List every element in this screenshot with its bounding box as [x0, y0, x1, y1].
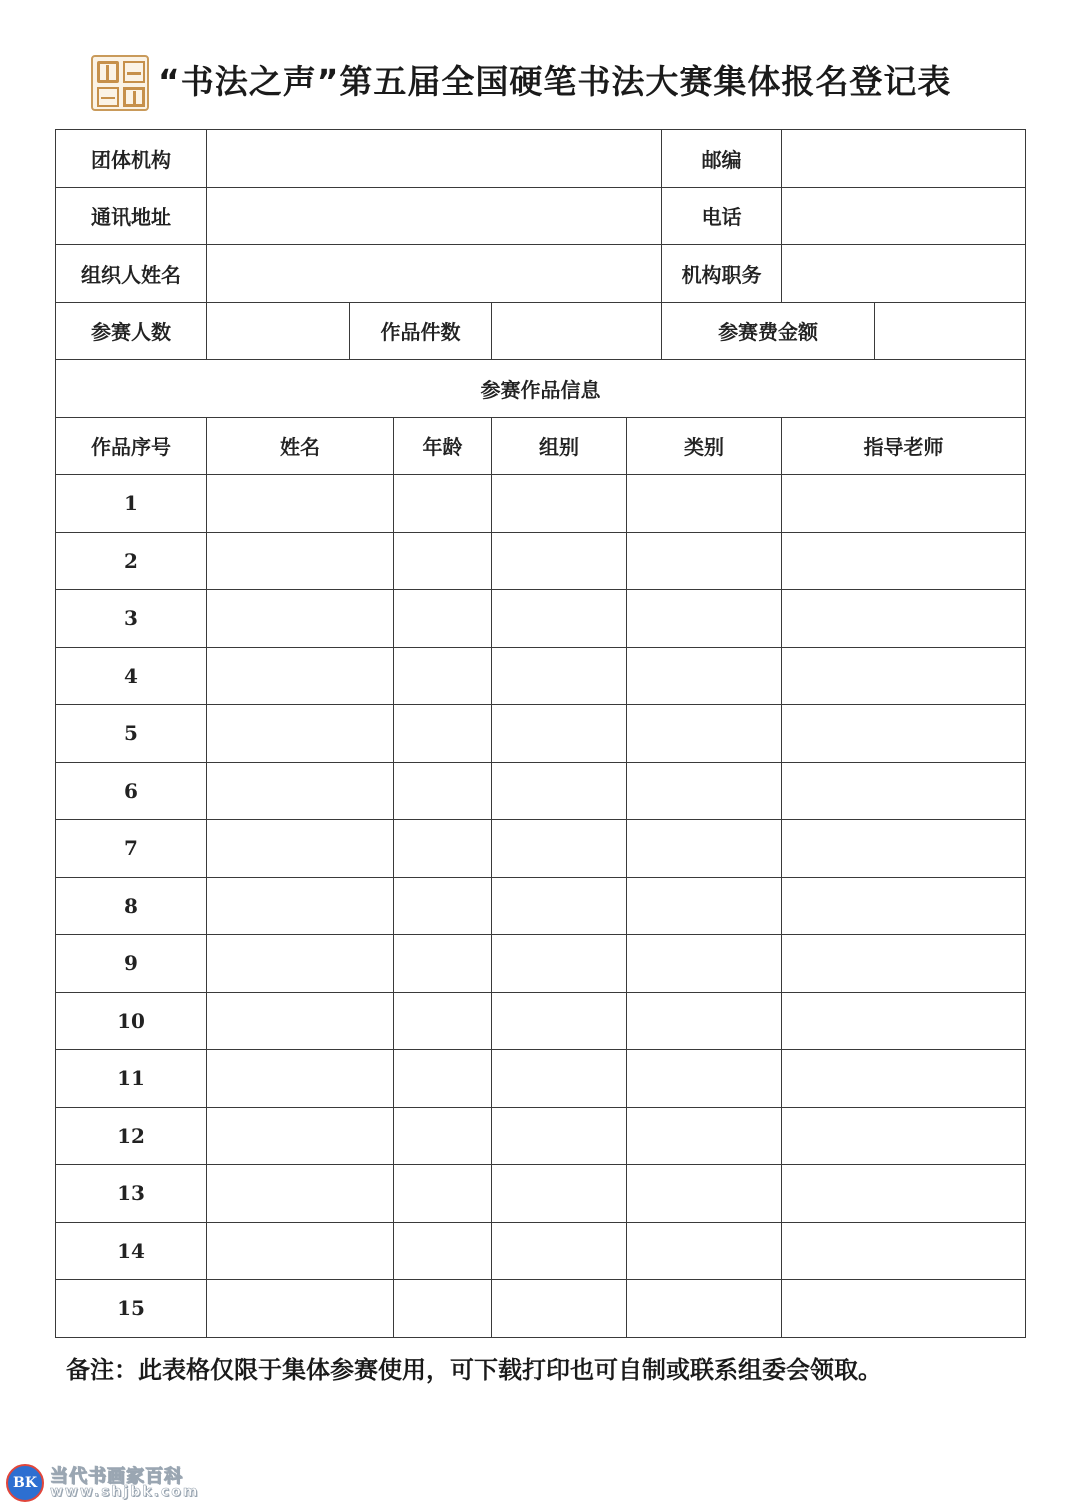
table-row	[56, 475, 1026, 533]
table-row	[56, 820, 1026, 878]
table-row	[56, 1165, 1026, 1223]
category-cell[interactable]	[627, 877, 782, 935]
group-cell[interactable]	[492, 532, 627, 590]
age-cell[interactable]	[394, 475, 492, 533]
table-row	[56, 935, 1026, 993]
teacher-cell[interactable]	[782, 877, 1026, 935]
entry-number: 7	[56, 820, 207, 878]
watermark	[6, 1462, 206, 1504]
header	[0, 50, 1080, 110]
column-header: 作品序号	[56, 417, 207, 475]
entry-number: 2	[56, 532, 207, 590]
fee-label: 参赛费金额	[662, 302, 875, 360]
group-cell[interactable]	[492, 992, 627, 1050]
category-cell[interactable]	[627, 1107, 782, 1165]
entry-number: 13	[56, 1165, 207, 1223]
entry-number: 15	[56, 1280, 207, 1338]
teacher-cell[interactable]	[782, 1222, 1026, 1280]
entry-number: 1	[56, 475, 207, 533]
seal-logo-icon	[91, 55, 149, 111]
teacher-cell[interactable]	[782, 647, 1026, 705]
works-field[interactable]	[492, 302, 662, 360]
teacher-cell[interactable]	[782, 820, 1026, 878]
org-label: 团体机构	[56, 130, 207, 188]
age-cell[interactable]	[394, 705, 492, 763]
entry-number: 14	[56, 1222, 207, 1280]
position-field[interactable]	[782, 245, 1026, 303]
age-cell[interactable]	[394, 647, 492, 705]
teacher-cell[interactable]	[782, 705, 1026, 763]
column-header: 组别	[492, 417, 627, 475]
group-cell[interactable]	[492, 820, 627, 878]
category-cell[interactable]	[627, 1280, 782, 1338]
info-row-org	[56, 130, 1026, 188]
entry-number: 12	[56, 1107, 207, 1165]
name-cell[interactable]	[207, 935, 394, 993]
name-cell[interactable]	[207, 1222, 394, 1280]
group-cell[interactable]	[492, 705, 627, 763]
column-header: 年龄	[394, 417, 492, 475]
postcode-field[interactable]	[782, 130, 1026, 188]
entry-rows	[56, 475, 1026, 1338]
table-row	[56, 1222, 1026, 1280]
column-header: 指导老师	[782, 417, 1026, 475]
watermark-name: 当代书画家百科	[50, 1466, 183, 1487]
participants-field[interactable]	[207, 302, 350, 360]
watermark-logo-icon: BK	[6, 1464, 44, 1502]
teacher-cell[interactable]	[782, 1107, 1026, 1165]
participants-label: 参赛人数	[56, 302, 207, 360]
group-cell[interactable]	[492, 1280, 627, 1338]
name-cell[interactable]	[207, 992, 394, 1050]
category-cell[interactable]	[627, 705, 782, 763]
postcode-label: 邮编	[662, 130, 782, 188]
table-row	[56, 1107, 1026, 1165]
age-cell[interactable]	[394, 590, 492, 648]
group-cell[interactable]	[492, 590, 627, 648]
name-cell[interactable]	[207, 1280, 394, 1338]
org-field[interactable]	[207, 130, 662, 188]
entry-number: 10	[56, 992, 207, 1050]
entry-number: 3	[56, 590, 207, 648]
phone-field[interactable]	[782, 187, 1026, 245]
info-row-organizer	[56, 245, 1026, 303]
info-row-address	[56, 187, 1026, 245]
name-cell[interactable]	[207, 820, 394, 878]
table-row	[56, 1280, 1026, 1338]
teacher-cell[interactable]	[782, 475, 1026, 533]
group-cell[interactable]	[492, 935, 627, 993]
category-cell[interactable]	[627, 475, 782, 533]
entry-number: 8	[56, 877, 207, 935]
name-cell[interactable]	[207, 1107, 394, 1165]
section-title: 参赛作品信息	[56, 360, 1026, 418]
age-cell[interactable]	[394, 762, 492, 820]
age-cell[interactable]	[394, 820, 492, 878]
category-cell[interactable]	[627, 647, 782, 705]
group-cell[interactable]	[492, 1222, 627, 1280]
teacher-cell[interactable]	[782, 1280, 1026, 1338]
works-label: 作品件数	[350, 302, 492, 360]
age-cell[interactable]	[394, 1222, 492, 1280]
name-cell[interactable]	[207, 532, 394, 590]
teacher-cell[interactable]	[782, 935, 1026, 993]
age-cell[interactable]	[394, 1107, 492, 1165]
name-cell[interactable]	[207, 1050, 394, 1108]
organizer-field[interactable]	[207, 245, 662, 303]
table-row	[56, 762, 1026, 820]
name-cell[interactable]	[207, 877, 394, 935]
category-cell[interactable]	[627, 762, 782, 820]
column-header-row	[56, 417, 1026, 475]
entry-number: 9	[56, 935, 207, 993]
name-cell[interactable]	[207, 705, 394, 763]
address-field[interactable]	[207, 187, 662, 245]
category-cell[interactable]	[627, 532, 782, 590]
table-row	[56, 1050, 1026, 1108]
age-cell[interactable]	[394, 1280, 492, 1338]
table-row	[56, 705, 1026, 763]
watermark-url: www.shjbk.com	[50, 1484, 200, 1500]
entry-number: 4	[56, 647, 207, 705]
page-title: “书法之声”第五届全国硬笔书法大赛集体报名登记表	[158, 62, 952, 101]
entry-number: 6	[56, 762, 207, 820]
entry-number: 5	[56, 705, 207, 763]
registration-table	[55, 129, 1026, 1338]
name-cell[interactable]	[207, 1165, 394, 1223]
table-row	[56, 877, 1026, 935]
teacher-cell[interactable]	[782, 532, 1026, 590]
category-cell[interactable]	[627, 935, 782, 993]
name-cell[interactable]	[207, 647, 394, 705]
table-row	[56, 992, 1026, 1050]
fee-field[interactable]	[875, 302, 1026, 360]
age-cell[interactable]	[394, 532, 492, 590]
group-cell[interactable]	[492, 1050, 627, 1108]
name-cell[interactable]	[207, 475, 394, 533]
name-cell[interactable]	[207, 590, 394, 648]
group-cell[interactable]	[492, 647, 627, 705]
age-cell[interactable]	[394, 877, 492, 935]
teacher-cell[interactable]	[782, 1165, 1026, 1223]
category-cell[interactable]	[627, 1050, 782, 1108]
address-label: 通讯地址	[56, 187, 207, 245]
table-row	[56, 647, 1026, 705]
teacher-cell[interactable]	[782, 992, 1026, 1050]
age-cell[interactable]	[394, 1165, 492, 1223]
footnote: 备注：此表格仅限于集体参赛使用，可下载打印也可自制或联系组委会领取。	[66, 1356, 882, 1384]
group-cell[interactable]	[492, 1107, 627, 1165]
category-cell[interactable]	[627, 1165, 782, 1223]
section-row	[56, 360, 1026, 418]
group-cell[interactable]	[492, 762, 627, 820]
category-cell[interactable]	[627, 1222, 782, 1280]
group-cell[interactable]	[492, 877, 627, 935]
age-cell[interactable]	[394, 992, 492, 1050]
column-header: 类别	[627, 417, 782, 475]
category-cell[interactable]	[627, 820, 782, 878]
age-cell[interactable]	[394, 935, 492, 993]
info-row-counts	[56, 302, 1026, 360]
position-label: 机构职务	[662, 245, 782, 303]
group-cell[interactable]	[492, 1165, 627, 1223]
name-cell[interactable]	[207, 762, 394, 820]
entry-number: 11	[56, 1050, 207, 1108]
column-header: 姓名	[207, 417, 394, 475]
teacher-cell[interactable]	[782, 1050, 1026, 1108]
category-cell[interactable]	[627, 992, 782, 1050]
teacher-cell[interactable]	[782, 590, 1026, 648]
age-cell[interactable]	[394, 1050, 492, 1108]
group-cell[interactable]	[492, 475, 627, 533]
category-cell[interactable]	[627, 590, 782, 648]
phone-label: 电话	[662, 187, 782, 245]
teacher-cell[interactable]	[782, 762, 1026, 820]
table-row	[56, 590, 1026, 648]
organizer-label: 组织人姓名	[56, 245, 207, 303]
table-row	[56, 532, 1026, 590]
